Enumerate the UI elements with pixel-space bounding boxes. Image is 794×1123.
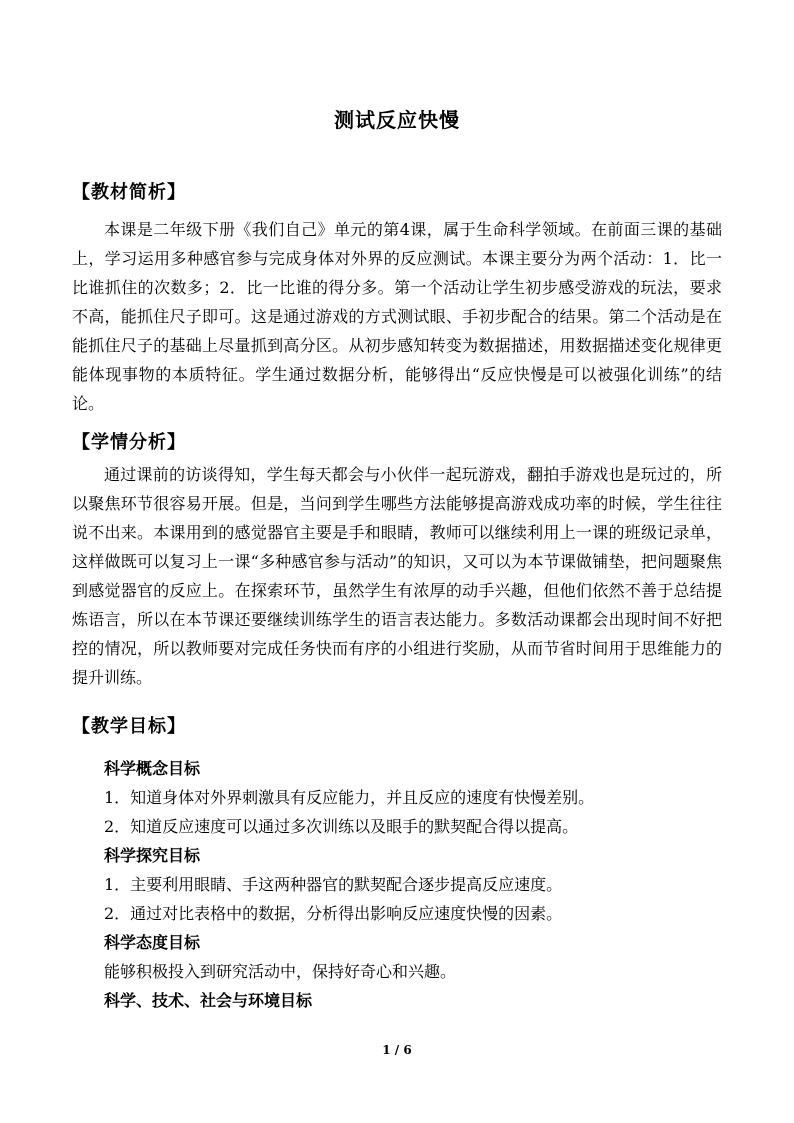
section-heading-teaching-goals: 【教学目标】 — [72, 716, 186, 737]
document-title: 测试反应快慢 — [334, 108, 460, 132]
goal-item: 2．知道反应速度可以通过多次训练以及眼手的默契配合得以提高。 — [104, 817, 579, 836]
goal-subtitle-stse: 科学、技术、社会与环境目标 — [104, 991, 313, 1010]
section-heading-textbook-analysis: 【教材简析】 — [72, 182, 186, 203]
page-number: 1 / 6 — [382, 1043, 412, 1057]
section-heading-student-analysis: 【学情分析】 — [72, 432, 186, 453]
goal-item: 能够积极投入到研究活动中，保持好奇心和兴趣。 — [104, 962, 457, 981]
goal-subtitle-inquiry: 科学探究目标 — [104, 846, 201, 865]
section-paragraph-student-analysis: 通过课前的访谈得知，学生每天都会与小伙伴一起玩游戏，翻拍手游戏也是玩过的，所以聚焦环节很容易开展。但是，当问到学生哪些方法能够提高游戏成功率的时候，学生往往说不出来。本课用到的感觉器官主要是手和眼睛，教师可以继续利用上一课的班级记录单，这样做既可以复习上一课“多种感官参与活动”的知识，又可以为本节课做铺垫，把问题聚焦到感觉器官的反应上。在探索环节，虽然学生有浓厚的动手兴趣，但他们依然不善于总结提炼语言，所以在本节课还要继续训练学生的语言表达能力。多数活动课都会出现时间不好把控的情况，所以教师要对完成任务快而有序的小组进行奖励，从而节省时间用于思维能力的提升训练。 — [72, 465, 722, 687]
goal-subtitle-attitude: 科学态度目标 — [104, 933, 201, 952]
section-paragraph-textbook-analysis: 本课是二年级下册《我们自己》单元的第4课，属于生命科学领域。在前面三课的基础上，学习运用多种感官参与完成身体对外界的反应测试。本课主要分为两个活动：1．比一比谁抓住的次数多；2．比一比谁的得分多。第一个活动让学生初步感受游戏的玩法，要求不高，能抓住尺子即可。这是通过游戏的方式测试眼、手初步配合的结果。第二个活动是在能抓住尺子的基础上尽量抓到高分区。从初步感知转变为数据描述，用数据描述变化规律更能体现事物的本质特征。学生通过数据分析，能够得出“反应快慢是可以被强化训练”的结论。 — [72, 220, 722, 413]
goal-item: 1．知道身体对外界刺激具有反应能力，并且反应的速度有快慢差别。 — [104, 788, 595, 807]
goal-subtitle-concept: 科学概念目标 — [104, 759, 201, 778]
goal-item: 2．通过对比表格中的数据，分析得出影响反应速度快慢的因素。 — [104, 904, 563, 923]
goal-item: 1．主要利用眼睛、手这两种器官的默契配合逐步提高反应速度。 — [104, 875, 563, 894]
